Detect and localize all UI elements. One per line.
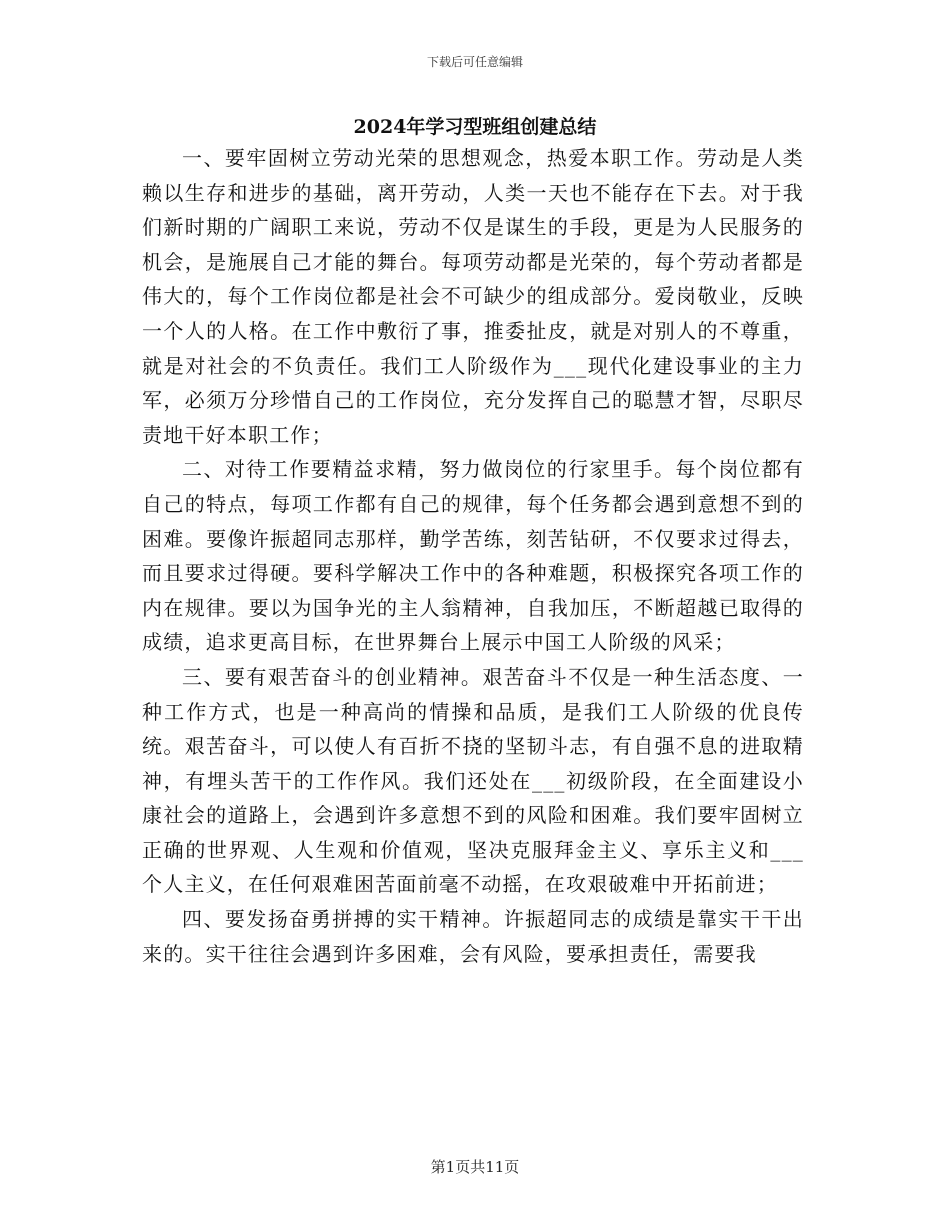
- paragraph-3: 三、要有艰苦奋斗的创业精神。艰苦奋斗不仅是一种生活态度、一种工作方式，也是一种高尚的情操和品质，是我们工人阶级的优良传统。艰苦奋斗，可以使人有百折不挠的坚韧斗志，有自强不息的进取精神，有埋头苦干的工作作风。我们还处在___初级阶段，在全面建设小康社会的道路上，会遇到许多意想不到的风险和困难。我们要牢固树立正确的世界观、人生观和价值观，坚决克服拜金主义、享乐主义和___个人主义，在任何艰难困苦面前毫不动摇，在攻艰破难中开拓前进；: [142, 664, 804, 897]
- paragraph-2: 二、对待工作要精益求精，努力做岗位的行家里手。每个岗位都有自己的特点，每项工作都有自己的规律，每个任务都会遇到意想不到的困难。要像许振超同志那样，勤学苦练，刻苦钻研，不仅要求过得去，而且要求过得硬。要科学解决工作中的各种难题，积极探究各项工作的内在规律。要以为国争光的主人翁精神，自我加压，不断超越已取得的成绩，追求更高目标，在世界舞台上展示中国工人阶级的风采；: [142, 457, 804, 655]
- page-header-note: 下载后可任意编辑: [426, 55, 523, 69]
- paragraph-4: 四、要发扬奋勇拼搏的实干精神。许振超同志的成绩是靠实干干出来的。实干往往会遇到许多困难，会有风险，要承担责任，需要我: [142, 907, 804, 966]
- document-body: [142, 141, 804, 971]
- page-number: 第1页共11页: [430, 1158, 520, 1176]
- paragraph-1: 一、要牢固树立劳动光荣的思想观念，热爱本职工作。劳动是人类赖以生存和进步的基础，离开劳动，人类一天也不能存在下去。对于我们新时期的广阔职工来说，劳动不仅是谋生的手段，更是为人民服务的机会，是施展自己才能的舞台。每项劳动都是光荣的，每个劳动者都是伟大的，每个工作岗位都是社会不可缺少的组成部分。爱岗敬业，反映一个人的人格。在工作中敷衍了事，推委扯皮，就是对别人的不尊重，就是对社会的不负责任。我们工人阶级作为___现代化建设事业的主力军，必须万分珍惜自己的工作岗位，充分发挥自己的聪慧才智，尽职尽责地干好本职工作；: [142, 146, 804, 447]
- document-title: 2024年学习型班组创建总结: [353, 116, 597, 138]
